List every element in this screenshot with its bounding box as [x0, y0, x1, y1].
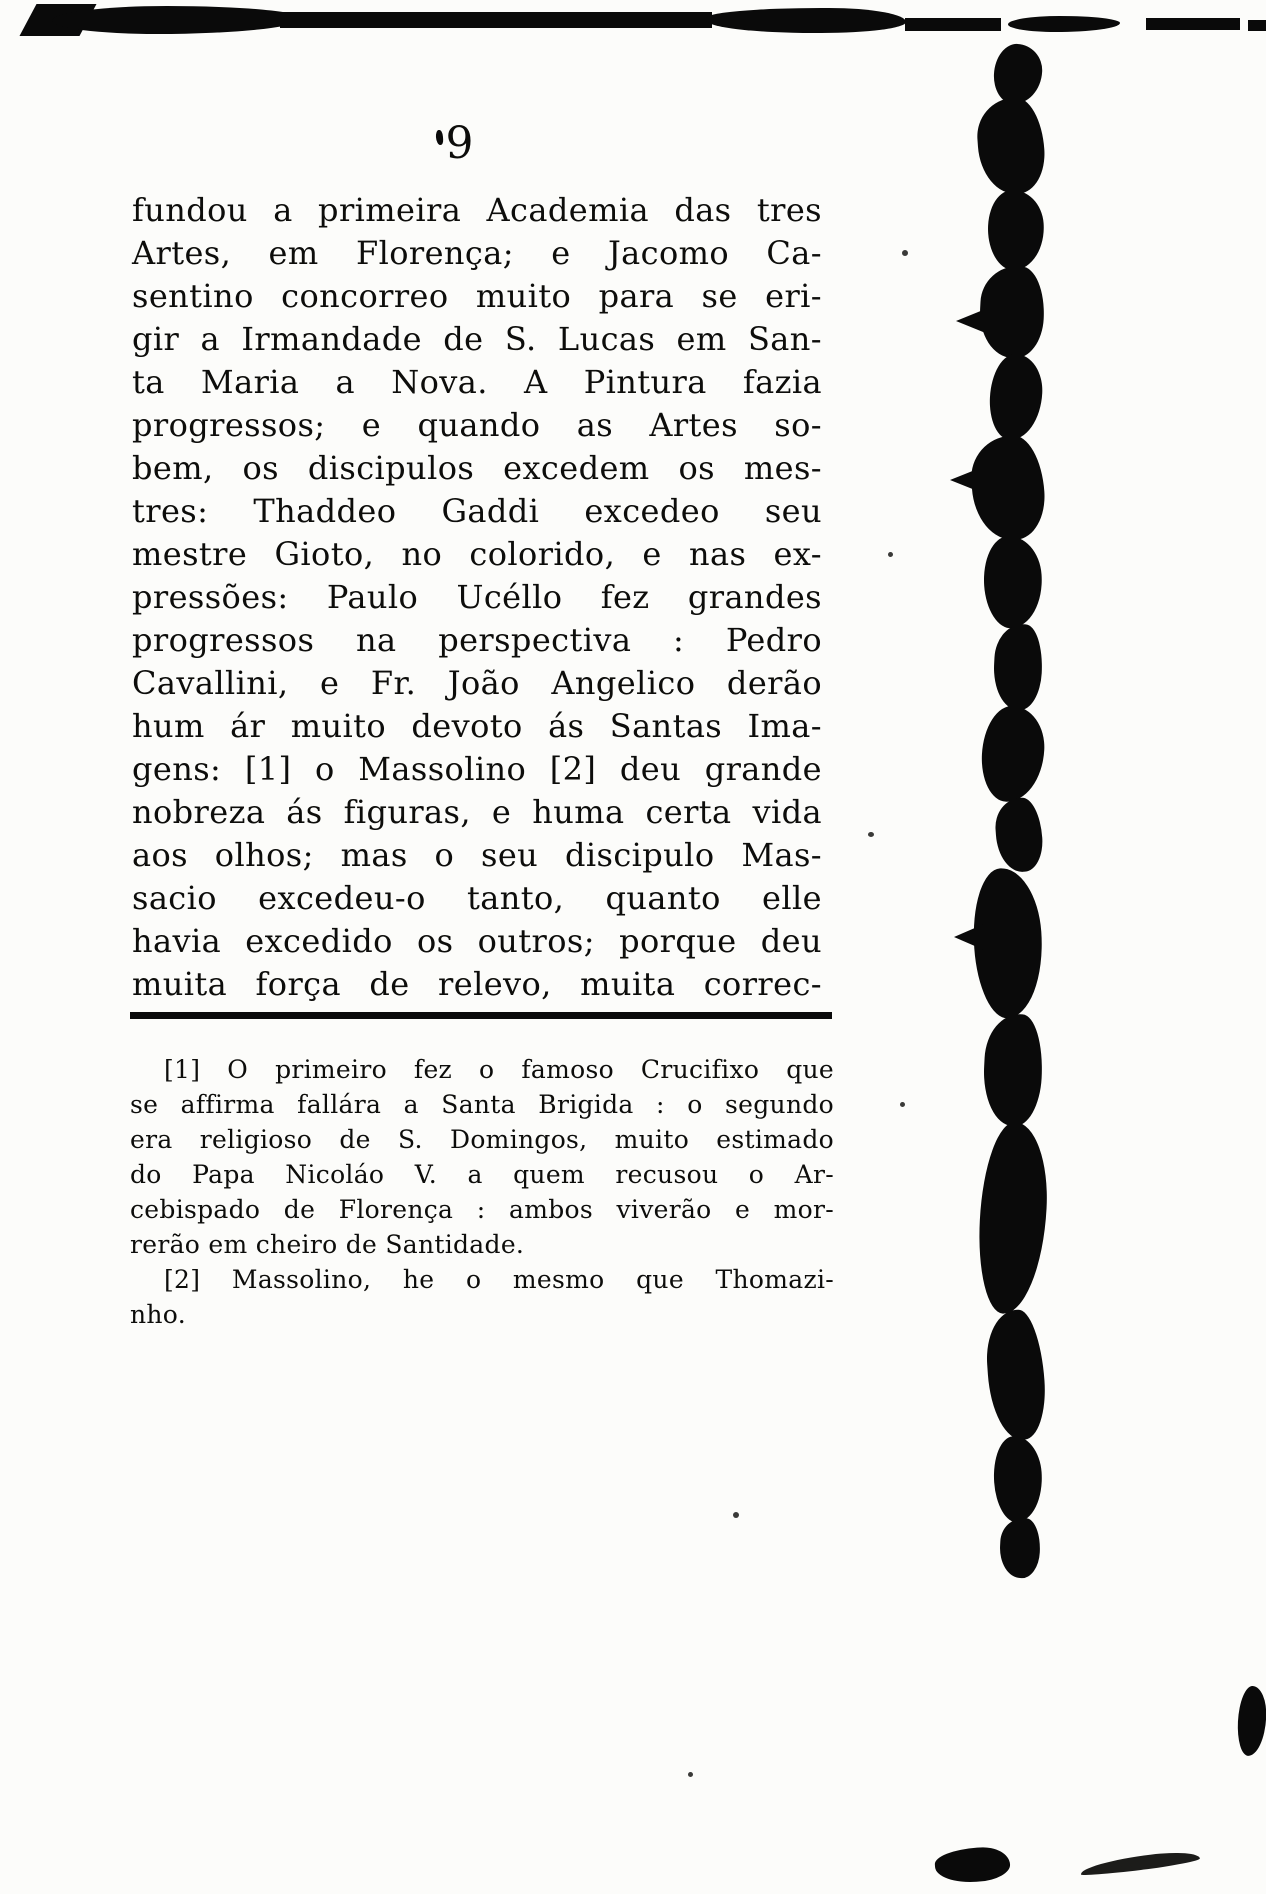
- footnote-line: rerão em cheiro de Santidade.: [130, 1230, 525, 1259]
- body-line: sentino concorreo muito para se eri-: [132, 277, 822, 315]
- footnote-separator-rule: [130, 1012, 832, 1019]
- scan-artifact-corner-mark: [1080, 1849, 1201, 1878]
- scan-artifact-edge-blob: [980, 704, 1047, 803]
- scan-artifact-corner-mark: [934, 1845, 1011, 1884]
- body-line: tres: Thaddeo Gaddi excedeo seu: [132, 492, 822, 530]
- body-line: hum ár muito devoto ás Santas Ima-: [132, 707, 822, 745]
- footnote-line: nho.: [130, 1300, 186, 1329]
- scan-artifact-speck: [900, 1102, 905, 1107]
- scan-artifact-top-band: [706, 8, 906, 33]
- footnote-line: se affirma fallára a Santa Brigida : o segundo: [130, 1090, 834, 1119]
- body-line: Cavallini, e Fr. João Angelico derão: [132, 664, 822, 702]
- scan-artifact-edge-blob: [988, 353, 1044, 442]
- body-line: aos olhos; mas o seu discipulo Mas-: [132, 836, 822, 874]
- footnote-line: era religioso de S. Domingos, muito estimado: [130, 1125, 834, 1154]
- scan-artifact-edge-blob: [954, 924, 984, 950]
- scan-artifact-edge-blob: [968, 434, 1047, 543]
- body-line: fundou a primeira Academia das tres: [132, 191, 822, 229]
- body-line: havia excedido os outros; porque deu: [132, 922, 822, 960]
- scan-artifact-top-band: [1146, 18, 1240, 30]
- body-line: gens: [1] o Massolino [2] deu grande: [132, 750, 822, 788]
- scan-artifact-edge-blob: [998, 1517, 1041, 1579]
- scan-artifact-speck: [888, 552, 893, 557]
- scan-artifact-top-band: [52, 6, 302, 34]
- scan-artifact-edge-blob: [975, 96, 1048, 196]
- body-line: progressos na perspectiva : Pedro: [132, 621, 822, 659]
- scan-artifact-edge-blob: [984, 1308, 1049, 1442]
- body-line: sacio excedeu-o tanto, quanto elle: [132, 879, 822, 917]
- body-line: Artes, em Florença; e Jacomo Ca-: [132, 234, 822, 272]
- scan-artifact-edge-blob: [993, 796, 1044, 873]
- scan-artifact-edge-blob: [950, 468, 980, 492]
- scan-artifact-speck: [688, 1772, 693, 1777]
- scan-artifact-edge-blob: [975, 1120, 1051, 1315]
- page-number: 9: [445, 118, 475, 169]
- footnote-line: [2] Massolino, he o mesmo que Thomazi-: [164, 1265, 834, 1294]
- body-line: mestre Gioto, no colorido, e nas ex-: [132, 535, 822, 573]
- footnotes-block: [130, 1052, 834, 1332]
- scan-artifact-speck: [733, 1512, 739, 1518]
- scan-artifact-edge-blob: [981, 534, 1045, 630]
- scan-artifact-top-band: [905, 18, 1001, 31]
- scan-artifact-edge-blob: [992, 623, 1044, 711]
- body-text-block: [132, 189, 822, 1006]
- body-line: muita força de relevo, muita correc-: [132, 965, 822, 1003]
- body-line: ta Maria a Nova. A Pintura fazia: [132, 363, 822, 401]
- scan-artifact-edge-blob: [991, 1434, 1045, 1523]
- footnote-line: cebispado de Florença : ambos viverão e mor-: [130, 1195, 834, 1224]
- scan-artifact-top-band: [280, 12, 712, 28]
- scan-artifact-top-band: [1008, 16, 1120, 32]
- body-line: progressos; e quando as Artes so-: [132, 406, 822, 444]
- scan-artifact-speck: [868, 832, 874, 837]
- body-line: gir a Irmandade de S. Lucas em San-: [132, 320, 822, 358]
- body-line: pressões: Paulo Ucéllo fez grandes: [132, 578, 822, 616]
- scan-artifact-speck: [902, 250, 908, 256]
- scan-artifact-edge-blob: [1236, 1685, 1266, 1756]
- body-line: bem, os discipulos excedem os mes-: [132, 449, 822, 487]
- footnote-line: [1] O primeiro fez o famoso Crucifixo que: [164, 1055, 834, 1084]
- scan-artifact-top-band: [1248, 20, 1266, 31]
- scan-artifact-edge-blob: [992, 43, 1043, 105]
- body-line: nobreza ás figuras, e huma certa vida: [132, 793, 822, 831]
- scan-artifact-edge-blob: [985, 188, 1046, 272]
- scan-artifact-edge-blob: [956, 308, 988, 334]
- footnote-line: do Papa Nicoláo V. a quem recusou o Ar-: [130, 1160, 834, 1189]
- scan-artifact-edge-blob: [981, 1013, 1045, 1128]
